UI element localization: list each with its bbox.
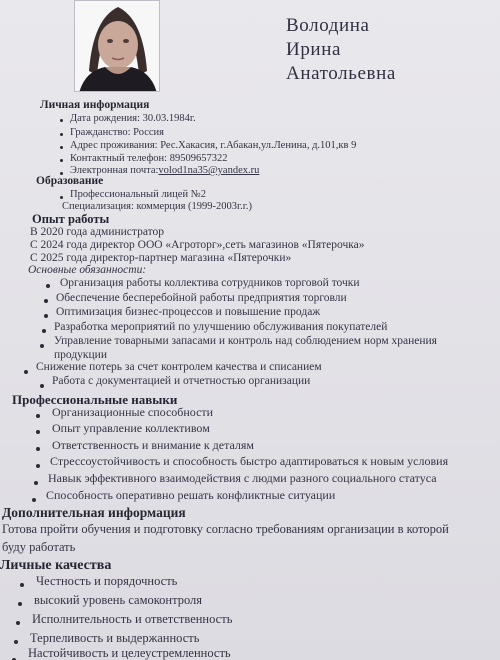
skill-item: Ответственность и внимание к деталям [52,438,255,452]
bullet [60,196,63,199]
email-label: Электронная почта: [70,165,159,176]
duty-item: Обеспечение бесперебойной работы предприятия торговли [56,292,347,304]
duty-item: Разработка мероприятий по улучшению обслуживания покупателей [54,321,388,333]
phone: Контактный телефон: 89509657322 [70,153,228,164]
experience-heading: Опыт работы [32,212,110,226]
bullet [60,133,63,136]
bullet [20,583,24,587]
bullet [36,430,40,434]
bullet [60,146,63,149]
specialization: Специализация: коммерция (1999-2003г.г.) [62,201,253,212]
bullet [36,464,40,468]
middle-name: Анатольевна [286,63,396,84]
bullet [36,414,40,418]
duty-item-continued: продукции [54,349,107,361]
last-name: Володина [286,15,370,36]
additional-heading: Дополнительная информация [2,505,186,520]
additional-text: Готова пройти обучения и подготовку согласно требованиям организации в которой [2,522,449,536]
skill-item: Опыт управление коллективом [52,421,210,435]
quality-item: Честность и порядочность [36,574,178,588]
skill-item: Навык эффективного взаимодействия с людми разного социального статуса [48,471,437,485]
bullet [42,329,46,333]
duty-item: Организация работы коллектива сотрудников торговой точки [60,277,360,289]
duty-item: Управление товарными запасами и контроль над соблюдением норм хранения [54,335,437,347]
skills-heading: Профессиональные навыки [12,392,178,407]
bullet [44,314,48,318]
skill-item: Способность оперативно решать конфликтные ситуации [46,488,336,502]
duty-item: Работа с документацией и отчетностью организации [52,375,311,387]
experience-line: С 2024 года директор ООО «Агроторг»,сеть магазинов «Пятерочка» [30,239,365,251]
bullet [60,159,63,162]
additional-text: буду работать [2,540,76,554]
duties-heading: Основные обязанности: [28,264,147,276]
bullet [44,299,48,303]
bullet [34,481,38,485]
education-heading: Образование [36,175,104,187]
personal-info-heading: Личная информация [40,99,150,111]
profile-photo [74,0,160,92]
bullet [14,640,18,644]
birth-date: Дата рождения: 30.03.1984г. [70,113,196,124]
bullet [32,498,36,502]
skill-item: Организационные способности [52,405,214,419]
bullet [18,602,22,606]
education-item: Профессиональный лицей №2 [70,189,206,200]
skill-item: Стрессоустойчивость и способность быстро адаптироваться к новым условия [50,454,449,468]
quality-item: Терпеливость и выдержанность [30,631,200,645]
bullet [24,370,28,374]
first-name: Ирина [286,39,341,60]
bullet [40,344,44,348]
experience-line: В 2020 года администратор [30,226,164,238]
qualities-heading: Личные качества [0,558,112,573]
quality-item: Настойчивость и целеустремленность [28,646,231,660]
bullet [60,119,63,122]
bullet [40,384,44,388]
quality-item: высокий уровень самоконтроля [34,593,203,607]
portrait-image [75,1,160,92]
bullet [36,447,40,451]
email-link[interactable]: volod1na35@yandex.ru [158,165,260,176]
duty-item: Снижение потерь за счет контролем качества и списанием [36,361,322,373]
bullet [46,284,50,288]
experience-line: С 2025 года директор-партнер магазина «Пятерочки» [30,252,292,264]
duty-item: Оптимизация бизнес-процессов и повышение продаж [56,306,321,318]
quality-item: Исполнительность и ответственность [32,612,233,626]
bullet [16,621,20,625]
citizenship: Гражданство: Россия [70,127,164,138]
address: Адрес проживания: Рес.Хакасия, г.Абакан,ул.Ленина, д.101,кв 9 [70,140,357,151]
